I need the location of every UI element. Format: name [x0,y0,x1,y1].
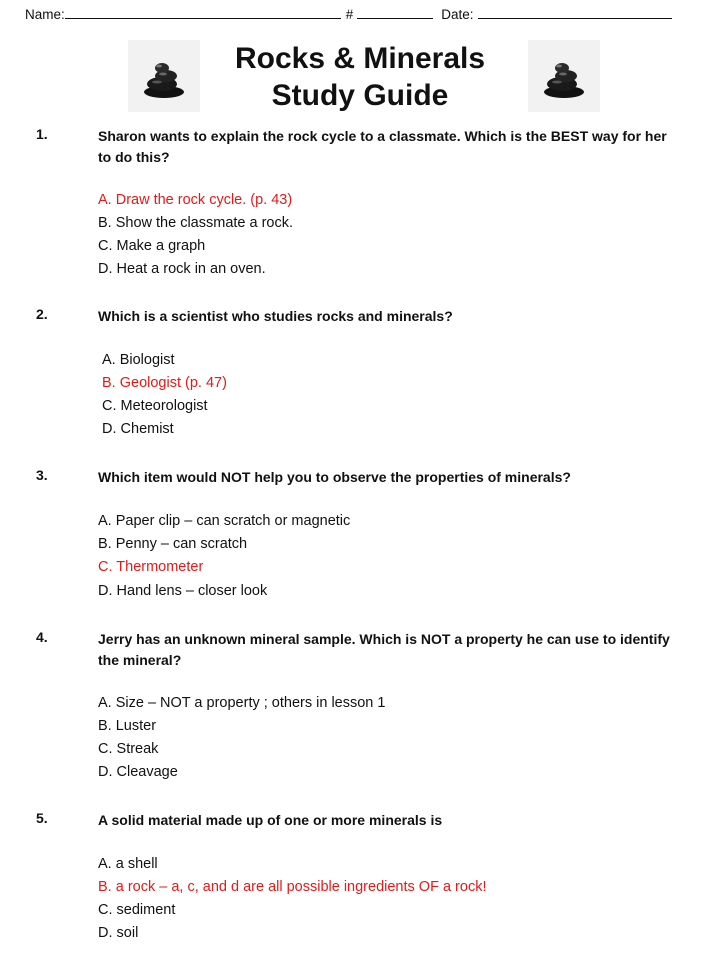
option-b: B. Luster [98,718,157,734]
date-label: Date: [441,7,474,22]
option-c: C. Streak [98,741,159,757]
option-c: C. Make a graph [98,238,206,254]
option-d: D. Heat a rock in an oven. [98,261,266,277]
option-a: A. a shell [98,856,158,872]
name-label: Name: [25,7,65,22]
option-d: D. Hand lens – closer look [98,583,268,599]
option-a: A. Paper clip – can scratch or magnetic [98,513,351,529]
option-b: B. a rock – a, c, and d are all possible ingredients OF a rock! [98,879,487,895]
option-a: A. Size – NOT a property ; others in lesson 1 [98,695,386,711]
question-text: A solid material made up of one or more minerals is [98,812,443,828]
option-a: A. Draw the rock cycle. (p. 43) [98,192,293,208]
option-a: A. Biologist [102,352,175,368]
question-number: 5. [36,810,48,826]
question-text: Which item would NOT help you to observe the properties of minerals? [98,469,571,485]
question-text: Which is a scientist who studies rocks and minerals? [98,308,453,324]
question-text: Jerry has an unknown mineral sample. Which is NOT a property he can use to identify the mineral? [98,631,670,668]
title-line-1: Rocks & Minerals [234,42,486,75]
date-blank[interactable] [478,6,672,19]
title-line-2: Study Guide [271,79,449,112]
option-b: B. Show the classmate a rock. [98,215,294,231]
name-blank[interactable] [65,6,341,19]
option-d: D. Cleavage [98,764,178,780]
question-number: 3. [36,467,48,483]
question-text: Sharon wants to explain the rock cycle to a classmate. Which is the BEST way for her to do this? [98,128,667,165]
option-c: C. sediment [98,902,176,918]
question-number: 2. [36,306,48,322]
option-c: C. Thermometer [98,559,204,575]
option-b: B. Penny – can scratch [98,536,248,552]
option-b: B. Geologist (p. 47) [102,375,227,391]
option-d: D. soil [98,925,139,941]
header-fields [25,6,698,22]
question-number: 1. [36,126,48,142]
page-title [0,40,720,114]
option-c: C. Meteorologist [102,398,208,414]
number-blank[interactable] [357,6,433,19]
question-number: 4. [36,629,48,645]
number-label: # [345,7,354,22]
option-d: D. Chemist [102,421,174,437]
